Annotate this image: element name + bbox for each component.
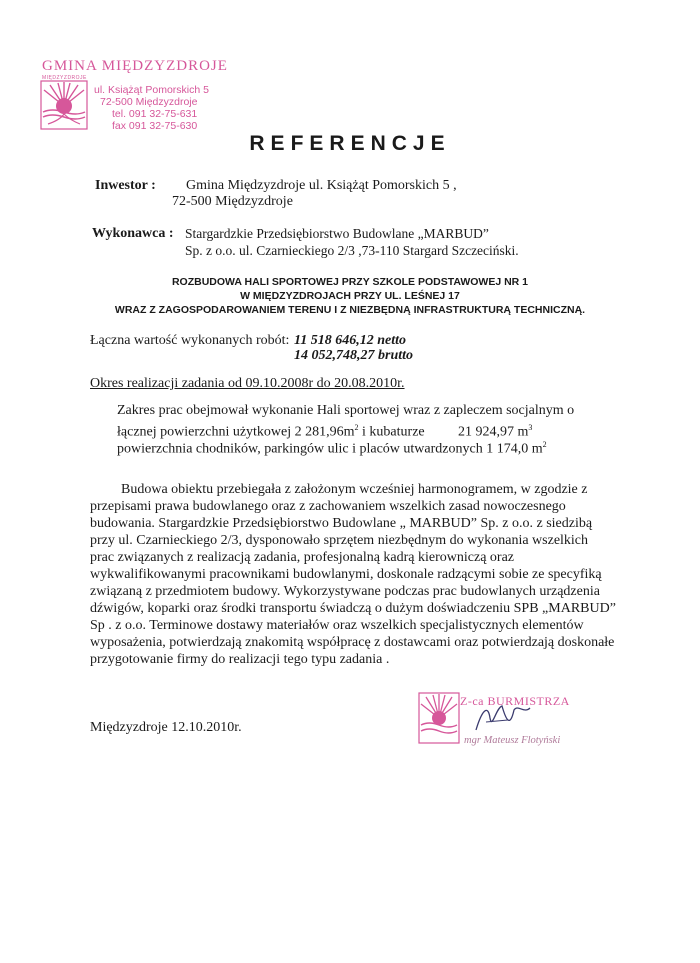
scope-paved-unit-sup: 2 xyxy=(542,440,547,449)
body-line: przepisami prawa budowlanego oraz z zachowaniem wszelkich zasad nowoczesnego xyxy=(90,499,566,514)
investor-line2: 72-500 Międzyzdroje xyxy=(172,194,293,209)
contractor-line2: Sp. z o.o. ul. Czarnieckiego 2/3 ,73-110 Stargard Szczeciński. xyxy=(185,243,519,258)
body-line: wykwalifikowanymi pracownikami budowlanymi, doskonale radzącymi sobie ze specyfiką xyxy=(90,567,602,582)
body-line: budowania. Stargardzkie Przedsiębiorstwo Budowlane „ MARBUD” Sp. z o.o. z siedzibą xyxy=(90,516,593,531)
body-line: wyposażenia, potwierdzają znakomitą współpracę z dostawcami oraz potwierdzają doskonałe xyxy=(90,635,615,650)
org-name: GMINA MIĘDZYZDROJE xyxy=(42,58,228,74)
body-line: Sp . z o.o. Terminowe dostawy materiałów oraz wszelkich specjalistycznych elementów xyxy=(90,618,584,633)
value-netto: 11 518 646,12 netto xyxy=(294,333,407,348)
org-address-line: 72-500 Międzyzdroje xyxy=(100,96,198,108)
document-title: REFERENCJE xyxy=(249,132,451,155)
org-phone: tel. 091 32-75-631 xyxy=(112,108,198,120)
scope-area: łącznej powierzchni użytkowej 2 281,96m xyxy=(117,424,355,440)
scope-volume-value: 21 924,97 m xyxy=(458,424,529,440)
investor-line1: Gmina Międzyzdroje ul. Książąt Pomorskich 5 , xyxy=(186,178,457,193)
project-line-1: ROZBUDOWA HALI SPORTOWEJ PRZY SZKOLE PODSTAWOWEJ NR 1 xyxy=(171,276,529,288)
signer-name: mgr Mateusz Flotyński xyxy=(464,735,561,746)
value-label: Łączna wartość wykonanych robót: xyxy=(90,333,290,348)
municipal-coat-of-arms-icon xyxy=(40,80,88,135)
project-line-3: WRAZ Z ZAGOSPODAROWANIEM TERENU I Z NIEZBĘDNĄ INFRASTRUKTURĄ TECHNICZNĄ. xyxy=(114,304,586,316)
scope-volume-label: i kubaturze xyxy=(358,424,425,440)
contractor-label: Wykonawca : xyxy=(92,226,174,241)
realization-period: Okres realizacji zadania od 09.10.2008r do 20.08.2010r. xyxy=(90,376,405,391)
org-address-line: ul. Książąt Pomorskich 5 xyxy=(94,84,209,96)
project-line-2: W MIĘDZYZDROJACH PRZY UL. LEŚNEJ 17 xyxy=(240,290,460,302)
org-small: MIĘDZYZDROJE xyxy=(42,75,87,81)
place-date: Międzyzdroje 12.10.2010r. xyxy=(90,720,242,735)
value-brutto: 14 052,748,27 brutto xyxy=(294,348,414,363)
body-line: przygotowanie firmy do realizacji tego typu zadania . xyxy=(90,652,390,667)
stamp-coat-of-arms-icon xyxy=(418,692,460,749)
body-line: prac związanych z realizacją zadania, profesjonalną kadrą kierowniczą oraz xyxy=(90,550,515,565)
scope-line-1: Zakres prac obejmował wykonanie Hali sportowej wraz z zapleczem socjalnym o xyxy=(117,403,575,418)
body-line: związaną z przedmiotem budowy. Wykorzystywane podczas prac budowlanych urządzenia xyxy=(90,584,600,599)
scope-line-3 xyxy=(117,436,547,458)
org-fax: fax 091 32-75-630 xyxy=(112,120,198,132)
body-line: dźwigów, koparki oraz środki transportu świadczą o dużym doświadczeniu SPB „MARBUD” xyxy=(90,601,616,616)
investor-label: Inwestor : xyxy=(95,178,156,193)
stamp-title: Z-ca BURMISTRZA xyxy=(460,694,570,708)
body-line: przy ul. Czarnieckiego 2/3, dysponowało sprzętem niezbędnym do wykonania wszelkich xyxy=(90,533,589,548)
scope-paved-area: powierzchnia chodników, parkingów ulic i placów utwardzonych 1 174,0 m xyxy=(117,441,543,457)
scope-volume-unit-sup: 3 xyxy=(528,423,533,432)
org-address-block xyxy=(94,84,209,132)
scope-area-unit-sup: 2 xyxy=(354,423,359,432)
body-paragraph xyxy=(90,481,650,668)
body-line: Budowa obiektu przebiegała z założonym wcześniej harmonogramem, w zgodzie z xyxy=(121,482,588,497)
contractor-line1: Stargardzkie Przedsiębiorstwo Budowlane „MARBUD” xyxy=(185,226,489,241)
